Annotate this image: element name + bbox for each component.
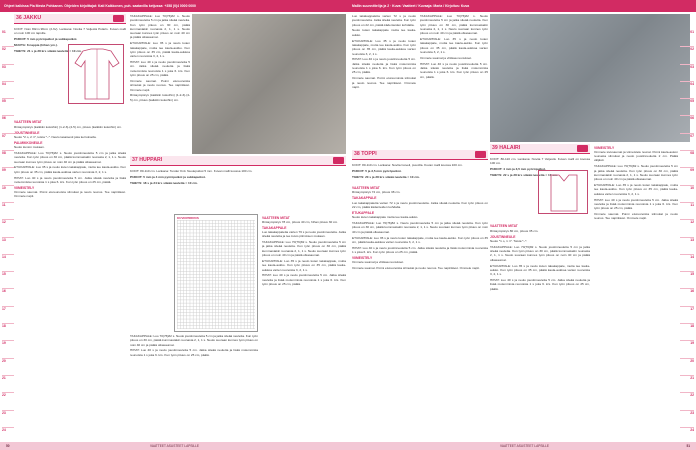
subheading: ETUKAPPALE bbox=[352, 210, 375, 215]
index-number: 09 bbox=[2, 168, 14, 185]
section-title: 38 TOPPI bbox=[354, 151, 377, 158]
index-number: 16 bbox=[680, 289, 694, 306]
text-paragraph: TIHEYS: 21 s ja 28 krs sileää neuletta = 10 cm. bbox=[14, 48, 82, 53]
section-title: 39 HALAIRI bbox=[492, 145, 521, 152]
text-paragraph: Ommele sivusaumat ja viimeistele reunat. Poimi kaula-aukon reunasta silmukat ja neulo joustinneuletta 2 cm. Päätä väljästi. bbox=[594, 149, 678, 163]
toppi-photo bbox=[490, 14, 690, 142]
text-paragraph: TAKAKAPPALE: Luo 70(76)82 s. Neulo joustinneuletta 5 cm ja jatka sileää neuletta. Kun työn pituus on 30 cm, päätä kummastakin reunasta 2, 1, 1 s. Neulo suoraan kunnes työn pituus on noin 40 cm ja päätä olkasaumat. bbox=[262, 240, 346, 258]
index-number: 20 bbox=[2, 359, 14, 376]
page-number-left: 50 bbox=[6, 444, 10, 448]
text-paragraph: Ommele saumat ja virkkaa reunukset. bbox=[352, 260, 404, 265]
index-number: 07 bbox=[2, 134, 14, 151]
text-paragraph: Rintaympärys (kaikkiin kokoihin) (1-2-3)-(4-5) cm, pituus (kaikkiin kokoihin) cm. bbox=[130, 93, 190, 102]
index-number: 19 bbox=[2, 341, 14, 358]
text-paragraph: TAKAKAPPALE: Luo 70(76)82 s. Neulo joustinneuletta 5 cm ja jatka sileää neuletta. Kun työn pituus on 30 cm, päätä kummastakin reunasta 2, 1, 1 s. Neulo suoraan kunnes työn pituus on noin 40 cm ja päätä olkasaumat. bbox=[490, 244, 590, 262]
index-number: 06 bbox=[680, 116, 694, 133]
index-number: 07 bbox=[680, 134, 694, 151]
garment-diagram-icon bbox=[69, 45, 125, 105]
text-paragraph: TIHEYS: 20 s ja 28 krs sileää neuletta = 10 cm. bbox=[352, 174, 420, 179]
text-paragraph: ETUKAPPALE: Luo 35 s ja neulo kuten takakappale, mutta tee kaula-aukko. Kun työn pituus on 35 cm, päätä kaula-aukkoa varten reunoista 3, 2, 1 s. bbox=[352, 38, 416, 56]
text-paragraph: Neulo *1 o, 1 n*. Toista *–*. bbox=[490, 238, 528, 243]
section-huppari-cont bbox=[262, 214, 346, 440]
index-number: 21 bbox=[2, 376, 14, 393]
index-number: 05 bbox=[2, 99, 14, 116]
index-number: 13 bbox=[680, 238, 694, 255]
text-paragraph: PUIKOT: 5 mm pyöröpuikot ja sukkapuikot. bbox=[14, 37, 78, 42]
section-header bbox=[352, 150, 488, 160]
knitting-chart bbox=[174, 214, 258, 332]
subheading: VIIMEISTELY bbox=[14, 185, 35, 190]
text-paragraph: Luo takakappaletta varten 72 s ja neulo joustinneuletta. Jatka sileää neuletta. Kun työn pituus on 22 cm, päätä kädenteiden kohdalta. bbox=[352, 14, 416, 27]
garment-diagram-icon bbox=[539, 171, 589, 215]
page-footer-bar bbox=[0, 442, 696, 450]
footer-text-left: VAATTEET ASUSTEET LAPSILLE bbox=[150, 444, 200, 448]
text-paragraph: TIHEYS: 22 s ja 28 krs sileää neuletta = 10 cm. bbox=[490, 173, 558, 178]
text-paragraph: Rintaympärys 80 cm, pituus 35 cm. bbox=[490, 228, 539, 233]
section-header bbox=[490, 144, 590, 154]
page-header-bar bbox=[0, 0, 696, 12]
text-paragraph: Neulo kuten takakappale mutta tee kaula-aukko. bbox=[352, 215, 419, 220]
index-number: 05 bbox=[680, 99, 694, 116]
text-paragraph: ETUKAPPALE: Luo 35 s ja neulo kuten takakappale, mutta tee kaula-aukko. Kun työn pituus on 35 cm, päätä kaula-aukkoa varten reunoista 3, 2, 1 s. bbox=[594, 183, 678, 196]
text-paragraph: Ommele saumat. Poimi etureunoista silmukat ja neulo reunus. Tee napinlävet. Ommele napit. bbox=[594, 212, 678, 221]
index-number: 20 bbox=[680, 359, 694, 376]
text-paragraph: HIHAT: Luo 40 s ja neulo joustinneuletta 5 cm. Jatka sileää neuletta ja lisää molemmista reunoista 1 s joka 6. krs. Kun työn pituus on 25 cm, päätä. bbox=[420, 61, 488, 79]
subheading: VIIMEISTELY bbox=[352, 255, 373, 260]
subheading: JOUSTINNEULE bbox=[490, 234, 516, 239]
text-paragraph: Rintaympärys 78 cm, pituus 40 cm, hihan pituus 30 cm. bbox=[262, 219, 339, 224]
index-number: 04 bbox=[680, 82, 694, 99]
text-paragraph: PUIKOT: 4 mm ja 3,5 mm pyöröpuikot. bbox=[490, 167, 546, 172]
text-paragraph: ETUKAPPALE: Luo 35 s ja neulo kuten takakappale, mutta tee kaula-aukko. Kun työn pituus on 35 cm, päätä kaula-aukkoa varten reunoista 3, 2, 1 s. bbox=[14, 165, 126, 174]
index-number: 03 bbox=[2, 65, 14, 82]
index-number: 21 bbox=[680, 376, 694, 393]
subheading: JOUSTINNEULE bbox=[14, 130, 40, 135]
index-number: 17 bbox=[2, 307, 14, 324]
index-number: 22 bbox=[2, 393, 14, 410]
text-paragraph: Ommele saumat. Poimi etureunoista silmukat ja neulo reunus. Tee napinlävet. Ommele napit. bbox=[352, 76, 416, 89]
header-text-right: Mallin suunnittelija ja 2 · Kuva: Vaatteet / Kuvaaja: Maria / Kirjoitus: Kuva bbox=[352, 4, 470, 8]
index-number: 08 bbox=[2, 151, 14, 168]
section-title: 37 HUPPARI bbox=[132, 157, 163, 164]
subheading: VAATTEEN MITAT bbox=[262, 215, 290, 220]
text-paragraph: KOOT: Noin 80cm·96cm (2-6v). Lankana: Novita 7 Veljestä Polaris. Kuvan malli on noin 100 cm lapsille. bbox=[14, 27, 126, 36]
text-paragraph: ETUKAPPALE: Luo 35 s ja neulo kuten takakappale, mutta tee kaula-aukko. Kun työn pituus on 35 cm, päätä kaula-aukkoa varten reunoista 3, 2, 1 s. bbox=[352, 235, 488, 244]
index-number: 24 bbox=[680, 428, 694, 445]
chart-title: KUVIOPIIRROS bbox=[177, 215, 199, 220]
jakku-schema-drawing bbox=[68, 44, 124, 104]
index-number: 18 bbox=[2, 324, 14, 341]
section-halairi-cont bbox=[594, 144, 678, 440]
index-number: 23 bbox=[680, 411, 694, 428]
text-paragraph: KOOT: 80-110 cm. Lankana: Tender Knit. Neulepuikot 5 mm. Kuvan malli koossa 100 cm. bbox=[130, 169, 253, 173]
index-number: 12 bbox=[2, 220, 14, 237]
index-number: 15 bbox=[2, 272, 14, 289]
text-paragraph: Neulo kuvion mukaan. bbox=[14, 145, 45, 150]
text-paragraph: Rintaympärys 72 cm, pituus 38 cm. bbox=[352, 190, 401, 195]
text-paragraph: HIHAT: Luo 40 s ja neulo joustinneuletta 5 cm. Jatka sileää neuletta ja lisää molemmista reunoista 1 s joka 6. krs. Kun työn pituus on 25 cm, päätä. bbox=[130, 60, 190, 78]
text-paragraph: Ommele saumat ja virkkaa reunukset. bbox=[420, 55, 472, 60]
index-number: 12 bbox=[680, 220, 694, 237]
footer-text-right: VAATTEET ASUSTEET LAPSILLE bbox=[500, 444, 550, 448]
section-icon bbox=[475, 151, 486, 158]
text-paragraph: TAKAKAPPALE: Luo 70(76)82 s. Neulo joustinneuletta 5 cm ja jatka sileää neuletta. Kun työn pituus on 30 cm, päätä kummastakin reunasta 2, 1, 1 s. Neulo suoraan kunnes työn pituus on noin 40 cm ja päätä olkasaumat. bbox=[420, 14, 488, 36]
text-paragraph: Rintaympärys (kaikkiin kokoihin) (1-2-3)-(4-5) cm, pituus (kaikkiin kokoihin) cm. bbox=[14, 124, 122, 129]
text-paragraph: Neulo kuten takakappale mutta tee kaula-aukko. bbox=[352, 28, 416, 37]
index-number: 23 bbox=[2, 411, 14, 428]
index-number: 01 bbox=[2, 30, 14, 47]
left-page-index bbox=[2, 30, 14, 445]
text-paragraph: Ommele saumat. Poimi etureunoista silmukat ja neulo reunus. Tee napinlävet. Ommele napit. bbox=[130, 78, 190, 92]
index-number: 03 bbox=[680, 65, 694, 82]
section-icon bbox=[333, 157, 344, 164]
index-number: 06 bbox=[2, 116, 14, 133]
index-number: 10 bbox=[680, 186, 694, 203]
subheading: VAATTEEN MITAT bbox=[14, 120, 42, 125]
text-paragraph: TAKAKAPPALE: Luo 70(76)82 s. Neulo joustinneuletta 5 cm ja jatka sileää neuletta. Kun työn pituus on 30 cm, päätä kummastakin reunasta 2, 1, 1 s. Neulo suoraan kunnes työn pituus on noin 40 cm ja päätä olkasaumat. bbox=[130, 14, 190, 40]
index-number: 17 bbox=[680, 307, 694, 324]
index-number: 13 bbox=[2, 238, 14, 255]
text-paragraph: HIHAT: Luo 40 s ja neulo joustinneuletta 5 cm. Jatka sileää neuletta ja lisää molemmista reunoista 1 s joka 6. krs. Kun työn pituus on 25 cm, päätä. bbox=[352, 57, 416, 75]
text-paragraph: KOOT: 80-110 cm. Lankana: Novita Isoveli, puuvilla. Kuvan malli koossa 100 cm. bbox=[352, 163, 463, 167]
index-number: 14 bbox=[680, 255, 694, 272]
index-number: 15 bbox=[680, 272, 694, 289]
text-paragraph: TAKAKAPPALE: Luo 70(76)82 s. Neulo joustinneuletta 5 cm ja jatka sileää neuletta. Kun työn pituus on 30 cm, päätä kummastakin reunasta 2, 1, 1 s. Neulo suoraan kunnes työn pituus on noin 40 cm ja päätä olkasaumat. bbox=[130, 334, 258, 347]
jakku-photo bbox=[192, 14, 346, 154]
section-icon bbox=[577, 145, 588, 152]
text-paragraph: PUIKOT: 5 ja 3,5 mm pyöröpuikot. bbox=[352, 168, 402, 173]
text-paragraph: Ommele saumat. Poimi etureunoista silmukat ja neulo reunus. Tee napinlävet. Ommele napit. bbox=[352, 266, 480, 271]
subheading: VIIMEISTELY bbox=[594, 145, 615, 150]
index-number: 22 bbox=[680, 393, 694, 410]
text-paragraph: Luo takakappaletta varten 76 s ja neulo joustinneuletta. Jatka sileää neuletta ja tee kuvio piirroksen mukaan. bbox=[262, 229, 346, 239]
index-number: 24 bbox=[2, 428, 14, 445]
index-number: 10 bbox=[2, 186, 14, 203]
text-paragraph: Neulo *2 o, 2 n*, toista *–*. Neulo tasaisesti joka kerroksella. bbox=[14, 134, 97, 139]
text-paragraph: TIHEYS: 18 s ja 24 krs sileää neuletta = 10 cm. bbox=[130, 180, 198, 185]
text-paragraph: ETUKAPPALE: Luo 35 s ja neulo kuten takakappale, mutta tee kaula-aukko. Kun työn pituus on 35 cm, päätä kaula-aukkoa varten reunoista 3, 2, 1 s. bbox=[130, 41, 190, 59]
index-number: 02 bbox=[2, 47, 14, 64]
text-paragraph: ETUKAPPALE: Luo 35 s ja neulo kuten takakappale, mutta tee kaula-aukko. Kun työn pituus on 35 cm, päätä kaula-aukkoa varten reunoista 3, 2, 1 s. bbox=[490, 263, 590, 277]
index-number: 02 bbox=[680, 47, 694, 64]
section-header bbox=[130, 156, 346, 166]
text-paragraph: HIHAT: Luo 40 s ja neulo joustinneuletta 5 cm. Jatka sileää neuletta ja lisää molemmista reunoista 1 s joka 6. krs. Kun työn pituus on 25 cm, päätä. bbox=[352, 245, 488, 254]
text-paragraph: KOOT: 80-110 cm. Lankana: Novita 7 Veljestä. Kuvan malli on koossa 100 cm. bbox=[490, 157, 590, 166]
index-number: 01 bbox=[680, 30, 694, 47]
index-number: 09 bbox=[680, 168, 694, 185]
index-number: 16 bbox=[2, 289, 14, 306]
right-page-index bbox=[680, 30, 694, 445]
text-paragraph: Luo takakappaletta varten 72 s ja neulo joustinneuletta. Jatka sileää neuletta. Kun työn pituus on 22 cm, päätä kädenteiden kohdalta. bbox=[352, 200, 488, 209]
text-paragraph: HIHAT: Luo 40 s ja neulo joustinneuletta 5 cm. Jatka sileää neuletta ja lisää molemmista reunoista 1 s joka 6. krs. Kun työn pituus on 25 cm, päätä. bbox=[130, 348, 258, 357]
text-paragraph: HIHAT: Luo 40 s ja neulo joustinneuletta 5 cm. Jatka sileää neuletta ja lisää molemmista reunoista 1 s joka 6. krs. Kun työn pituus on 25 cm, päätä. bbox=[594, 197, 678, 211]
text-paragraph: HIHAT: Luo 40 s ja neulo joustinneuletta 5 cm. Jatka sileää neuletta ja lisää molemmista reunoista 1 s joka 6. krs. Kun työn pituus on 25 cm, päätä. bbox=[490, 278, 590, 291]
index-number: 11 bbox=[2, 203, 14, 220]
text-paragraph: TAKAKAPPALE: Luo 70(76)82 s. Neulo joustinneuletta 5 cm ja jatka sileää neuletta. Kun työn pituus on 30 cm, päätä kummastakin reunasta 2, 1, 1 s. Neulo suoraan kunnes työn pituus on noin 40 cm ja päätä olkasaumat. bbox=[594, 164, 678, 182]
section-title: 36 JAKKU bbox=[16, 15, 42, 22]
index-number: 04 bbox=[2, 82, 14, 99]
section-toppi bbox=[352, 150, 488, 440]
header-text-left: Ohjeet kaikissa Pia Mesta Pohkanen. Ohjeiden kirjoittajat: Kati Kaikkonen, puh. saatavilla ketjussa: +358 (0)4 0000 0000 bbox=[4, 4, 196, 8]
halairi-schema-drawing bbox=[538, 170, 588, 214]
index-number: 11 bbox=[680, 203, 694, 220]
text-paragraph: ETUKAPPALE: Luo 35 s ja neulo kuten takakappale, mutta tee kaula-aukko. Kun työn pituus on 35 cm, päätä kaula-aukkoa varten reunoista 3, 2, 1 s. bbox=[420, 37, 488, 54]
text-paragraph: TAKAKAPPALE: Luo 70(76)82 s. Neulo joustinneuletta 5 cm ja jatka sileää neuletta. Kun työn pituus on 30 cm, päätä kummastakin reunasta 2, 1, 1 s. Neulo suoraan kunnes työn pituus on noin 40 cm ja päätä olkasaumat. bbox=[14, 150, 126, 164]
subheading: VAATTEEN MITAT bbox=[352, 186, 380, 191]
text-paragraph: TAKAKAPPALE: Luo 70(76)82 s. Neulo joustinneuletta 5 cm ja jatka sileää neuletta. Kun työn pituus on 30 cm, päätä kummastakin reunasta 2, 1, 1 s. Neulo suoraan kunnes työn pituus on noin 40 cm ja päätä olkasaumat. bbox=[352, 221, 488, 234]
subheading: TAKAKAPPALE bbox=[352, 196, 377, 201]
text-paragraph: PUIKOT: 5 mm ja 4 mm pyöröpuikot ja sukkapuikot. bbox=[130, 174, 206, 179]
subheading: PALMIKKONEULE bbox=[14, 140, 43, 145]
text-paragraph: MUUTA: 8 nappia (hihan ym.). bbox=[14, 43, 58, 48]
text-paragraph: ETUKAPPALE: Luo 35 s ja neulo kuten takakappale, mutta tee kaula-aukko. Kun työn pituus on 35 cm, päätä kaula-aukkoa varten reunoista 3, 2, 1 s. bbox=[262, 258, 346, 272]
text-paragraph: HIHAT: Luo 40 s ja neulo joustinneuletta 5 cm. Jatka sileää neuletta ja lisää molemmista reunoista 1 s joka 6. krs. Kun työn pituus on 25 cm, päätä. bbox=[14, 175, 126, 184]
subheading: VAATTEEN MITAT bbox=[490, 224, 518, 229]
section-huppari bbox=[130, 156, 346, 212]
text-paragraph: Ommele saumat. Poimi etureunoista silmukat ja neulo reunus. Tee napinlävet. Ommele napit. bbox=[14, 190, 126, 199]
text-paragraph: HIHAT: Luo 40 s ja neulo joustinneuletta 5 cm. Jatka sileää neuletta ja lisää molemmista reunoista 1 s joka 6. krs. Kun työn pituus on 25 cm, päätä. bbox=[262, 273, 346, 287]
section-header bbox=[14, 14, 126, 24]
page-number-right: 51 bbox=[686, 444, 690, 448]
section-huppari-bottom bbox=[130, 334, 258, 440]
index-number: 19 bbox=[680, 341, 694, 358]
index-number: 08 bbox=[680, 151, 694, 168]
index-number: 18 bbox=[680, 324, 694, 341]
index-number: 14 bbox=[2, 255, 14, 272]
subheading: TAKAKAPPALE bbox=[262, 225, 287, 230]
section-icon bbox=[113, 15, 124, 22]
